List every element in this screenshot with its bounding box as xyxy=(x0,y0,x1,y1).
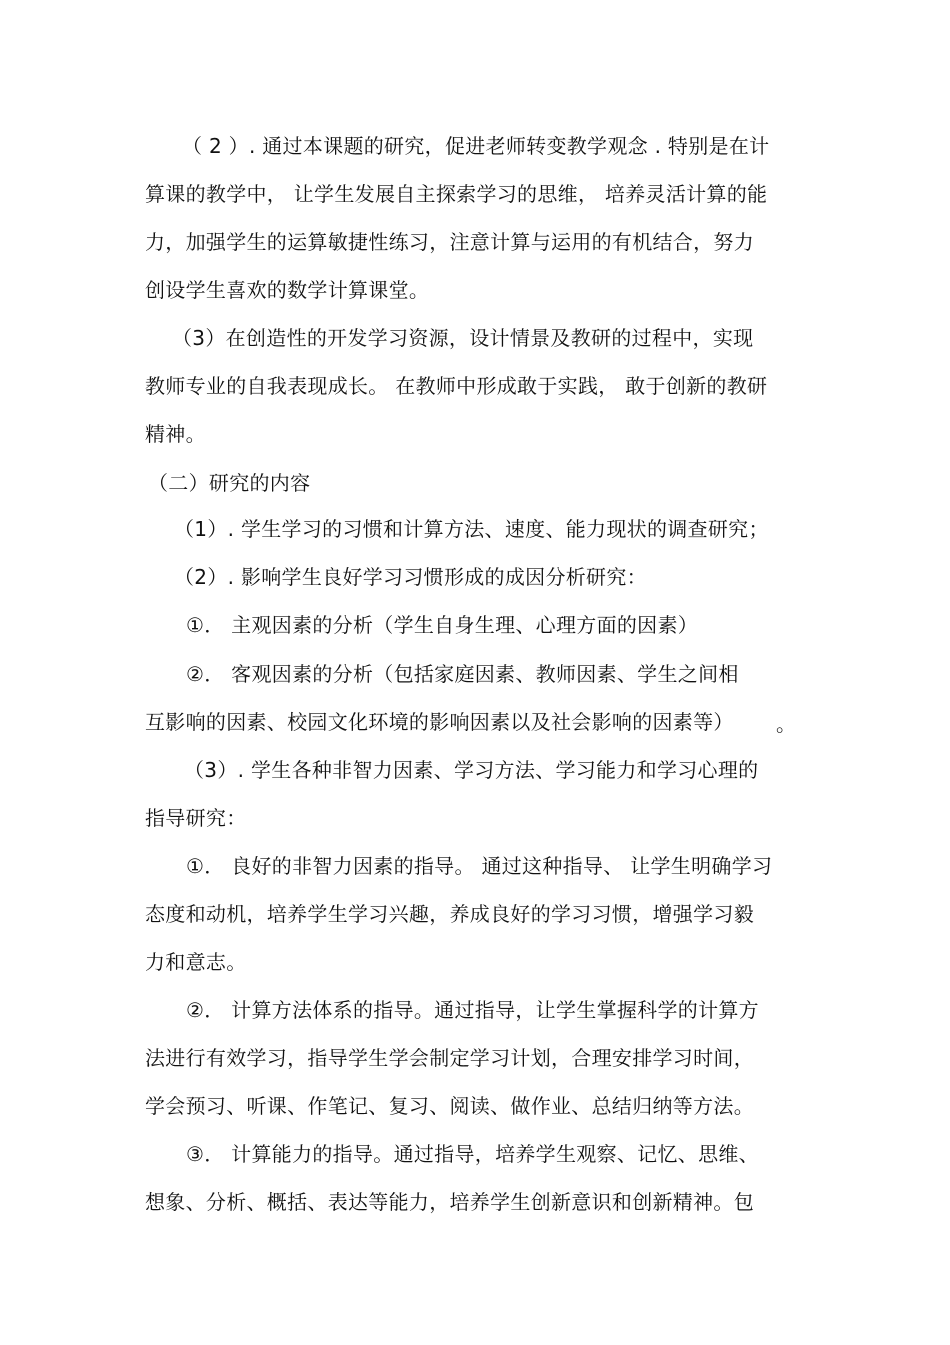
text-line: ②． 计算方法体系的指导。通过指导，让学生掌握科学的计算方 xyxy=(186,998,759,1022)
text-line: ①． 良好的非智力因素的指导。 通过这种指导、 让学生明确学习 xyxy=(186,854,773,878)
text-line: 互影响的因素、校园文化环境的影响因素以及社会影响的因素等） xyxy=(145,710,734,734)
text-line: ③． 计算能力的指导。通过指导，培养学生观察、记忆、思维、 xyxy=(186,1142,759,1166)
text-line: 。 xyxy=(776,712,797,736)
text-line: 态度和动机，培养学生学习兴趣，养成良好的学习习惯，增强学习毅 xyxy=(145,902,754,926)
text-line: 力和意志。 xyxy=(145,950,247,974)
text-line: （1）. 学生学习的习惯和计算方法、速度、能力现状的调查研究； xyxy=(174,517,769,541)
text-line: 法进行有效学习，指导学生学会制定学习计划，合理安排学习时间， xyxy=(145,1046,754,1070)
text-line: 想象、分析、概括、表达等能力，培养学生创新意识和创新精神。包 xyxy=(145,1190,754,1214)
text-line: 创设学生喜欢的数学计算课堂。 xyxy=(145,278,430,302)
text-line: （2）. 影响学生良好学习习惯形成的成因分析研究： xyxy=(174,565,647,589)
text-line: 精神。 xyxy=(145,422,206,446)
text-line: ②． 客观因素的分析（包括家庭因素、教师因素、学生之间相 xyxy=(186,662,739,686)
text-line: 算课的教学中， 让学生发展自主探索学习的思维， 培养灵活计算的能 xyxy=(145,182,768,206)
text-line: 教师专业的自我表现成长。 在教师中形成敢于实践， 敢于创新的教研 xyxy=(145,374,768,398)
text-line: （3）在创造性的开发学习资源，设计情景及教研的过程中，实现 xyxy=(172,326,754,350)
text-line: 力，加强学生的运算敏捷性练习，注意计算与运用的有机结合，努力 xyxy=(145,230,754,254)
section-heading: （二）研究的内容 xyxy=(148,471,311,495)
text-line: ①． 主观因素的分析（学生自身生理、心理方面的因素） xyxy=(186,613,699,637)
text-line: 指导研究： xyxy=(145,806,247,830)
text-line: 学会预习、听课、作笔记、复习、阅读、做作业、总结归纳等方法。 xyxy=(145,1094,754,1118)
text-line: （3）. 学生各种非智力因素、学习方法、学习能力和学习心理的 xyxy=(184,758,759,782)
text-line: （ 2 ）. 通过本课题的研究，促进老师转变教学观念 . 特别是在计 xyxy=(182,134,770,158)
